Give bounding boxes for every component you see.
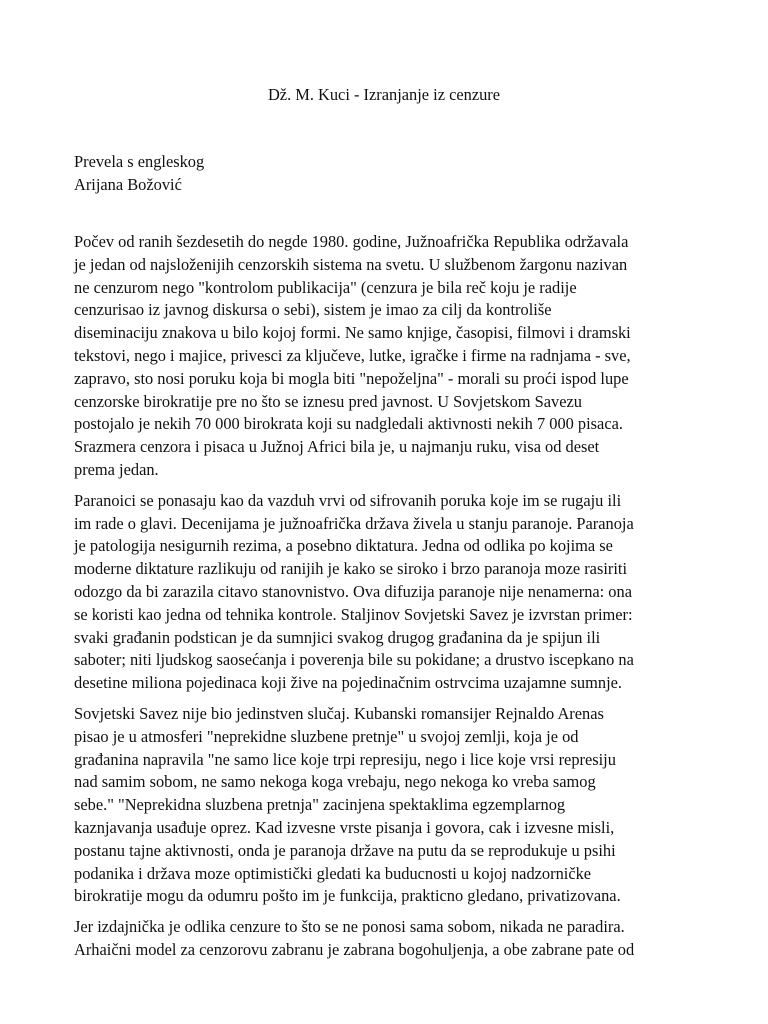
paragraph-line: svaki građanin podstican je da sumnjici svakog drugog građanina da je spijun ili	[74, 627, 601, 647]
paragraph	[74, 703, 714, 908]
paragraph-line: diseminaciju znakova u bilo kojoj formi. Ne samo knjige, časopisi, filmovi i dramski	[74, 323, 631, 343]
paragraph-line: Paranoici se ponasaju kao da vazduh vrvi od sifrovanih poruka koje im se rugaju ili	[74, 490, 622, 510]
paragraph-line: odozgo da bi zarazila citavo stanovnistvo. Ova difuzija paranoje nije nenamerna: ona	[74, 581, 632, 601]
paragraph-line: je jedan od najsloženijih cenzorskih sistema na svetu. U službenom žargonu nazivan	[74, 254, 628, 274]
paragraph-line: im rade o glavi. Decenijama je južnoafrička država živela u stanju paranoje. Paranoja	[74, 513, 634, 533]
paragraph-line: Srazmera cenzora i pisaca u Južnoj Africi bila je, u najmanju ruku, visa od deset	[74, 437, 600, 457]
paragraph-line: desetine miliona pojedinaca koji žive na pojedinačnim ostrvcima uzajamne sumnje.	[74, 673, 622, 693]
paragraph-line: nad samim sobom, ne samo nekoga koga vrebaju, nego nekoga ko vreba samog	[74, 772, 596, 792]
paragraph-line: saboter; niti ljudskog saosećanja i poverenja bile su pokidane; a drustvo iscepkano na	[74, 650, 634, 670]
paragraph-line: postojalo je nekih 70 000 birokrata koji su nadgledali aktivnosti nekih 7 000 pisaca.	[74, 414, 623, 434]
document-title: Dž. M. Kuci - Izranjanje iz cenzure	[267, 85, 501, 104]
paragraph-line: postanu tajne aktivnosti, onda je paranoja države na putu da se reprodukuje u psihi	[74, 840, 616, 860]
paragraph-line: građanina napravila "ne samo lice koje trpi represiju, nego i lice koje vrsi represiju	[74, 749, 616, 769]
paragraph-line: sebe." "Neprekidna sluzbena pretnja" zacinjena spektaklima egzemplarnog	[74, 795, 566, 815]
paragraph-line: cenzurisao iz javnog diskursa o sebi), sistem je imao za cilj da kontroliše	[74, 300, 552, 320]
paragraph-line: Sovjetski Savez nije bio jedinstven slučaj. Kubanski romansijer Rejnaldo Arenas	[74, 703, 604, 723]
paragraph-line: moderne diktature razlikuju od ranijih je kako se siroko i brzo paranoja moze rasiriti	[74, 559, 627, 579]
paragraph-line: prema jedan.	[74, 459, 159, 479]
paragraph-line: birokratije mogu da odumru pošto im je funkcija, prakticno gledano, privatizovana.	[74, 886, 621, 906]
body-text	[74, 231, 714, 970]
paragraph	[74, 490, 714, 695]
translator-note: Prevela s engleskog	[74, 152, 205, 171]
translator-name: Arijana Božović	[74, 174, 182, 194]
paragraph-line: ne cenzurom nego "kontrolom publikacija" (cenzura je bila reč koju je radije	[74, 277, 577, 297]
paragraph-line: Jer izdajnička je odlika cenzure to što se ne ponosi sama sobom, nikada ne paradira.	[74, 917, 625, 937]
paragraph-line: je patologija nesigurnih rezima, a posebno diktatura. Jedna od odlika po kojima se	[74, 536, 613, 556]
paragraph-line: podanika i država moze optimistički gledati ka buducnosti u kojoj nadzorničke	[74, 863, 592, 883]
paragraph-line: tekstovi, nego i majice, privesci za ključeve, lutke, igračke i firme na radnjama - sve,	[74, 345, 631, 365]
paragraph-line: Počev od ranih šezdesetih do negde 1980. godine, Južnoafrička Republika održavala	[74, 232, 629, 251]
paragraph-line: cenzorske birokratije pre no što se iznesu pred javnost. U Sovjetskom Savezu	[74, 391, 582, 411]
paragraph-line: se koristi kao jedna od tehnika kontrole. Staljinov Sovjetski Savez je izvrstan primer:	[74, 604, 633, 624]
paragraph-line: kaznjavanja usađuje oprez. Kad izvesne vrste pisanja i govora, cak i izvesne misli,	[74, 817, 615, 837]
paragraph-line: zapravo, sto nosi poruku koja bi mogla biti "nepoželjna" - morali su proći ispod lupe	[74, 368, 629, 388]
paragraph	[74, 231, 714, 482]
translator-block	[74, 151, 204, 197]
paragraph-line: pisao je u atmosferi "neprekidne sluzbene pretnje" u svojoj zemlji, koja je od	[74, 726, 579, 746]
paragraph-line: Arhaični model za cenzorovu zabranu je zabrana bogohuljenja, a obe zabrane pate od	[74, 939, 635, 959]
paragraph	[74, 916, 714, 962]
